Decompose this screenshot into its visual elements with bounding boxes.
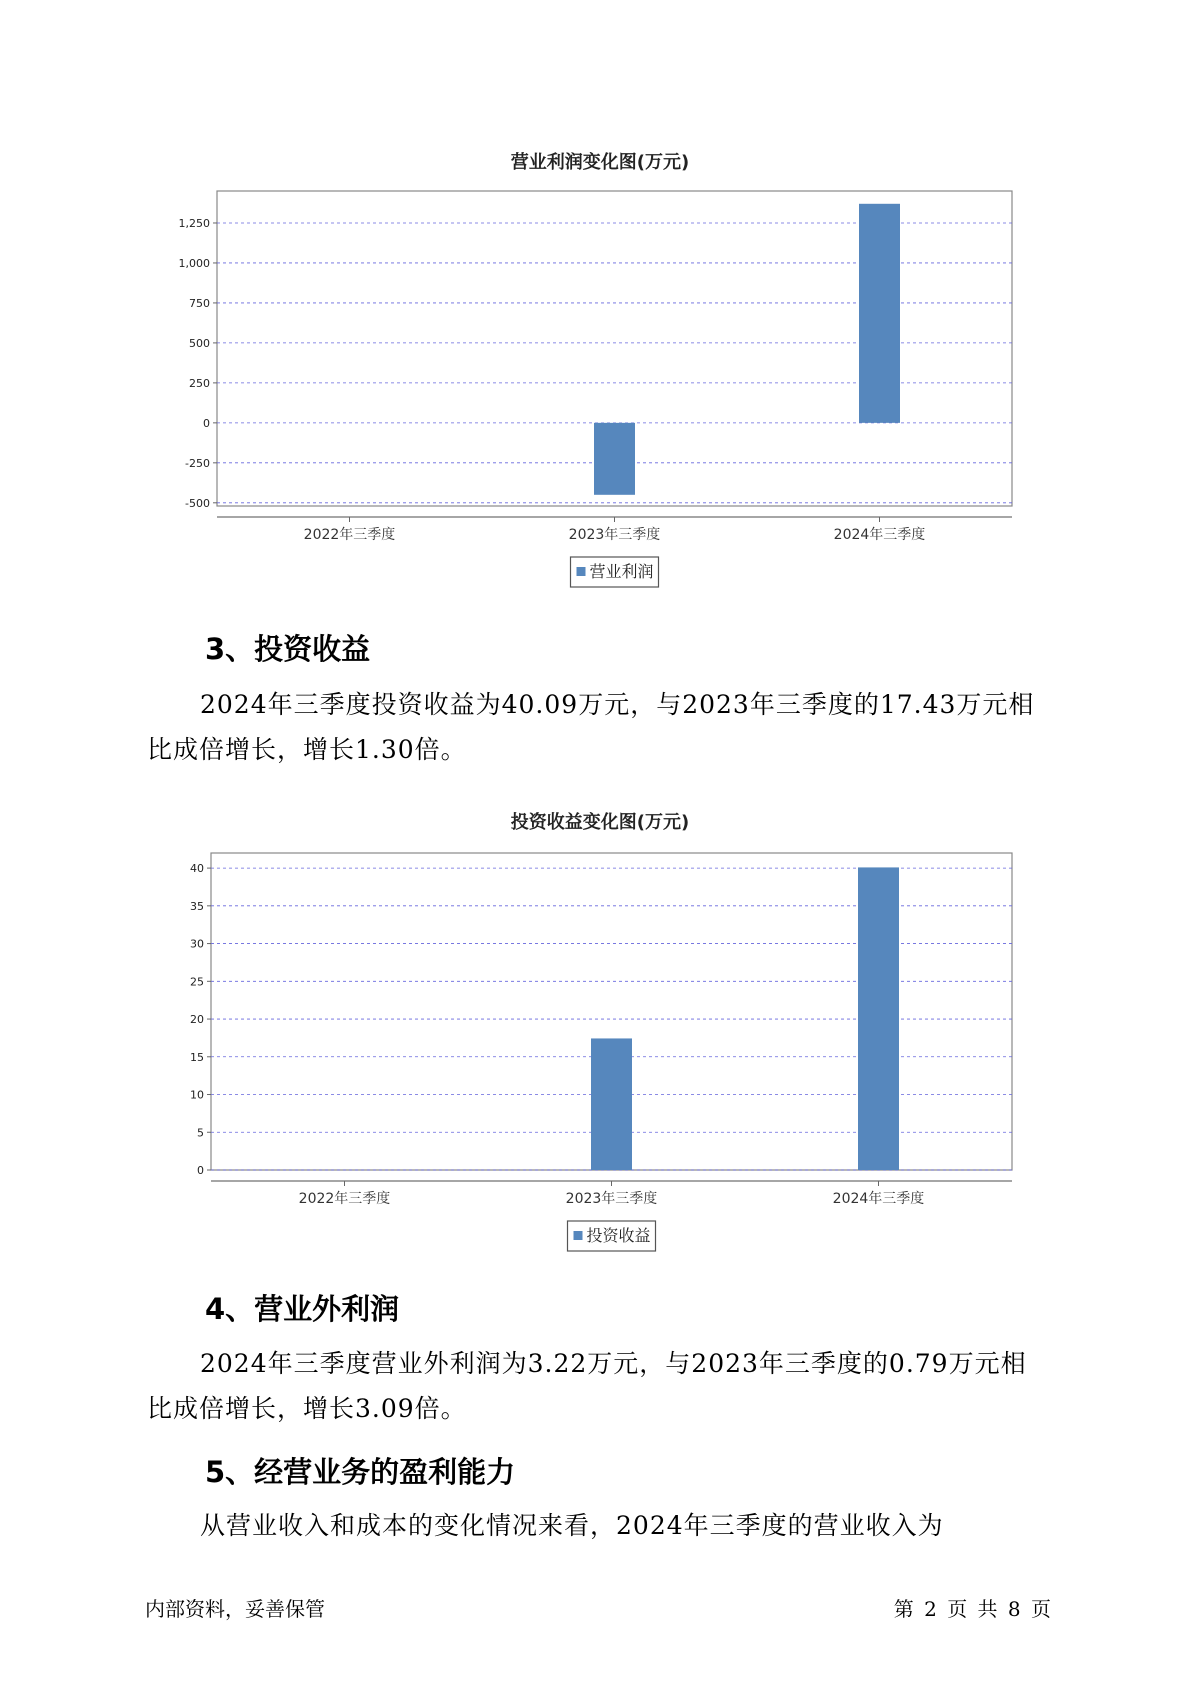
chart2-ytick-label: 5 <box>197 1126 204 1140</box>
chart2-xtick-label: 2024年三季度 <box>832 1191 925 1207</box>
chart2-ytick-label: 40 <box>190 862 204 876</box>
chart2-legend-label: 投资收益 <box>586 1226 651 1245</box>
chart1-ytick-label: 1,250 <box>178 216 210 230</box>
chart1-legend-label: 营业利润 <box>589 562 654 581</box>
chart1-xtick-label: 2023年三季度 <box>568 527 661 543</box>
chart2-ytick-label: 15 <box>190 1050 204 1064</box>
chart1-ytick-label: 500 <box>189 336 210 350</box>
section-4-heading: 4、营业外利润 <box>205 1292 400 1326</box>
footer-page-number: 第 2 页 共 8 页 <box>893 1597 1051 1621</box>
footer-confidential-note: 内部资料，妥善保管 <box>145 1597 325 1621</box>
section-5-heading: 5、经营业务的盈利能力 <box>205 1455 516 1489</box>
chart1-ytick-label: 250 <box>189 376 210 390</box>
chart1-xtick-label: 2022年三季度 <box>303 527 396 543</box>
section-3-heading: 3、投资收益 <box>205 632 371 666</box>
section-5-paragraph: 从营业收入和成本的变化情况来看，2024年三季度的营业收入为 <box>200 1511 944 1540</box>
chart1-ytick-label: 1,000 <box>178 256 210 270</box>
section-4-paragraph: 2024年三季度营业外利润为3.22万元，与2023年三季度的0.79万元相比成倍增长，增长3.09倍。 <box>147 1349 1027 1423</box>
chart2-legend-swatch <box>574 1231 583 1240</box>
chart2-ytick-label: 0 <box>197 1164 204 1177</box>
chart2-xtick-label: 2023年三季度 <box>565 1191 658 1207</box>
chart1-title: 营业利润变化图(万元) <box>510 152 690 173</box>
chart2-ytick-label: 30 <box>190 937 204 951</box>
chart1-ytick-label: 0 <box>203 416 210 430</box>
chart2-bar <box>591 1038 632 1170</box>
chart2-ytick-label: 25 <box>190 975 204 989</box>
chart2-xtick-label: 2022年三季度 <box>298 1191 391 1207</box>
chart2-ytick-label: 20 <box>190 1013 204 1027</box>
chart2-ytick-label: 10 <box>190 1088 204 1102</box>
chart2-ytick-label: 35 <box>190 899 204 913</box>
chart2-title: 投资收益变化图(万元) <box>510 812 690 833</box>
chart1-ytick-label: -250 <box>185 456 210 470</box>
chart1-ytick-label: -500 <box>185 496 210 510</box>
chart1-ytick-label: 750 <box>189 296 210 310</box>
chart2-bar <box>858 867 899 1170</box>
chart1-xtick-label: 2024年三季度 <box>833 527 926 543</box>
section-3-paragraph: 2024年三季度投资收益为40.09万元，与2023年三季度的17.43万元相比成倍增长，增长1.30倍。 <box>147 690 1035 764</box>
